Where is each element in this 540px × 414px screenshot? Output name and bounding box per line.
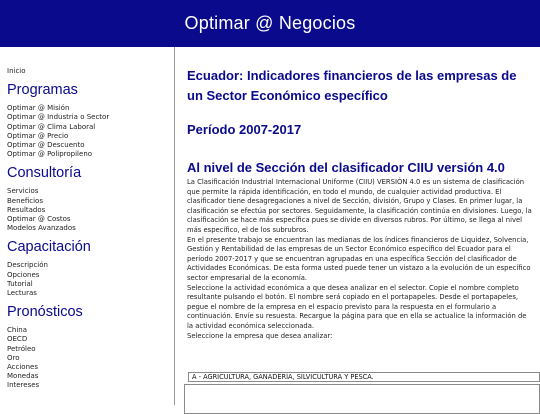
sidebar-link-resultados[interactable]: Resultados <box>7 205 46 214</box>
sidebar-link-beneficios[interactable]: Beneficios <box>7 196 43 205</box>
sidebar-link-descripcion[interactable]: Descripción <box>7 261 48 270</box>
sidebar-section-consultoria <box>7 165 174 233</box>
sidebar-link-petroleo[interactable]: Petróleo <box>7 344 36 353</box>
sidebar-link-monedas[interactable]: Monedas <box>7 372 39 381</box>
sidebar-section-capacitacion <box>7 239 174 298</box>
answer-textarea[interactable] <box>184 384 540 414</box>
sidebar-heading-consultoria: Consultoría <box>7 165 82 182</box>
site-title: Optimar @ Negocios <box>184 13 356 33</box>
main-content <box>176 47 540 405</box>
sidebar-link-opciones[interactable]: Opciones <box>7 270 40 279</box>
section-subtitle: Al nivel de Sección del clasificador CIIU versión 4.0 <box>187 160 505 175</box>
site-header <box>0 0 540 47</box>
activity-select[interactable]: A - AGRICULTURA, GANADERÍA, SILVICULTURA Y PESCA. <box>188 372 540 382</box>
sidebar-link-mision[interactable]: Optimar @ Misión <box>7 104 70 113</box>
period-heading: Período 2007-2017 <box>187 122 302 137</box>
scope-paragraph: En el presente trabajo se encuentran las medianas de los índices financieros de Liquidez, Solvencia, Gestión y Rentabilidad de las empresas de un Sector Económico específico del Ecuador para el período 2007-2017 y que se encuentran agrupadas en una específica Sección del clasificador de Actividades Económicas. De esta forma usted puede tener un vistazo a la evolución de un específico sector empresarial de la economía. <box>187 235 531 282</box>
intro-paragraph: La Clasificación Industrial Internacional Uniforme (CIIU) VERSIÓN 4.0 es un sistema de clasificación que permite la rápida identificación, en todo el mundo, de cualquier actividad productiva. El clasificador tiene desagregaciones a nivel de Sección, división, Grupo y Clases. En primer lugar, la clasificación se efectúa por sectores. Seguidamente, la clasificación continúa en divisiones. Luego, la clasificación se hace más específica pues se divide en diversos rubros. Por último, se llega al nivel más específico, el de los subrubros. <box>187 178 532 234</box>
page-title: Ecuador: Indicadores financieros de las empresas de un Sector Económico específico <box>187 68 517 103</box>
sidebar-heading-pronosticos: Pronósticos <box>7 304 83 321</box>
sidebar-nav <box>0 47 175 405</box>
sidebar-link-descuento[interactable]: Optimar @ Descuento <box>7 141 85 150</box>
sidebar-link-oro[interactable]: Oro <box>7 353 20 362</box>
sidebar-link-modelos-avanzados[interactable]: Modelos Avanzados <box>7 224 76 233</box>
sidebar-link-servicios[interactable]: Servicios <box>7 187 39 196</box>
instructions-paragraph: Seleccione la actividad económica a que desea analizar en el selector. Copie el nombre completo resultante pulsando el botón. El nombre será copiado en el portapapeles. Desde el portapapeles, pegue el nombre de la empresa en el espacio previsto para la respuesta en el formulario a continuación. Envíe su resuesta. Recargue la página para que en ella se actualice la información de la actividad económica seleccionada. <box>187 283 527 330</box>
sidebar-link-costos[interactable]: Optimar @ Costos <box>7 215 71 224</box>
sidebar-link-industria[interactable]: Optimar @ Industria o Sector <box>7 113 110 122</box>
sidebar-link-acciones[interactable]: Acciones <box>7 363 38 372</box>
sidebar-link-precio[interactable]: Optimar @ Precio <box>7 131 69 140</box>
sidebar-link-inicio[interactable]: Inicio <box>7 67 26 75</box>
sidebar-link-oecd[interactable]: OECD <box>7 335 28 344</box>
sidebar-link-tutorial[interactable]: Tutorial <box>7 279 33 288</box>
sidebar-section-programas <box>7 82 174 159</box>
sidebar-link-china[interactable]: China <box>7 326 27 335</box>
select-prompt: Seleccione la empresa que desea analizar: <box>187 331 333 340</box>
sidebar-link-lecturas[interactable]: Lecturas <box>7 289 37 298</box>
sidebar-link-polipropileno[interactable]: Optimar @ Polipropileno <box>7 150 93 159</box>
sidebar-link-clima-laboral[interactable]: Optimar @ Clima Laboral <box>7 122 96 131</box>
sidebar-heading-programas: Programas <box>7 82 78 99</box>
sidebar-link-intereses[interactable]: Intereses <box>7 381 40 390</box>
sidebar-section-pronosticos <box>7 304 174 390</box>
sidebar-heading-capacitacion: Capacitación <box>7 239 91 256</box>
